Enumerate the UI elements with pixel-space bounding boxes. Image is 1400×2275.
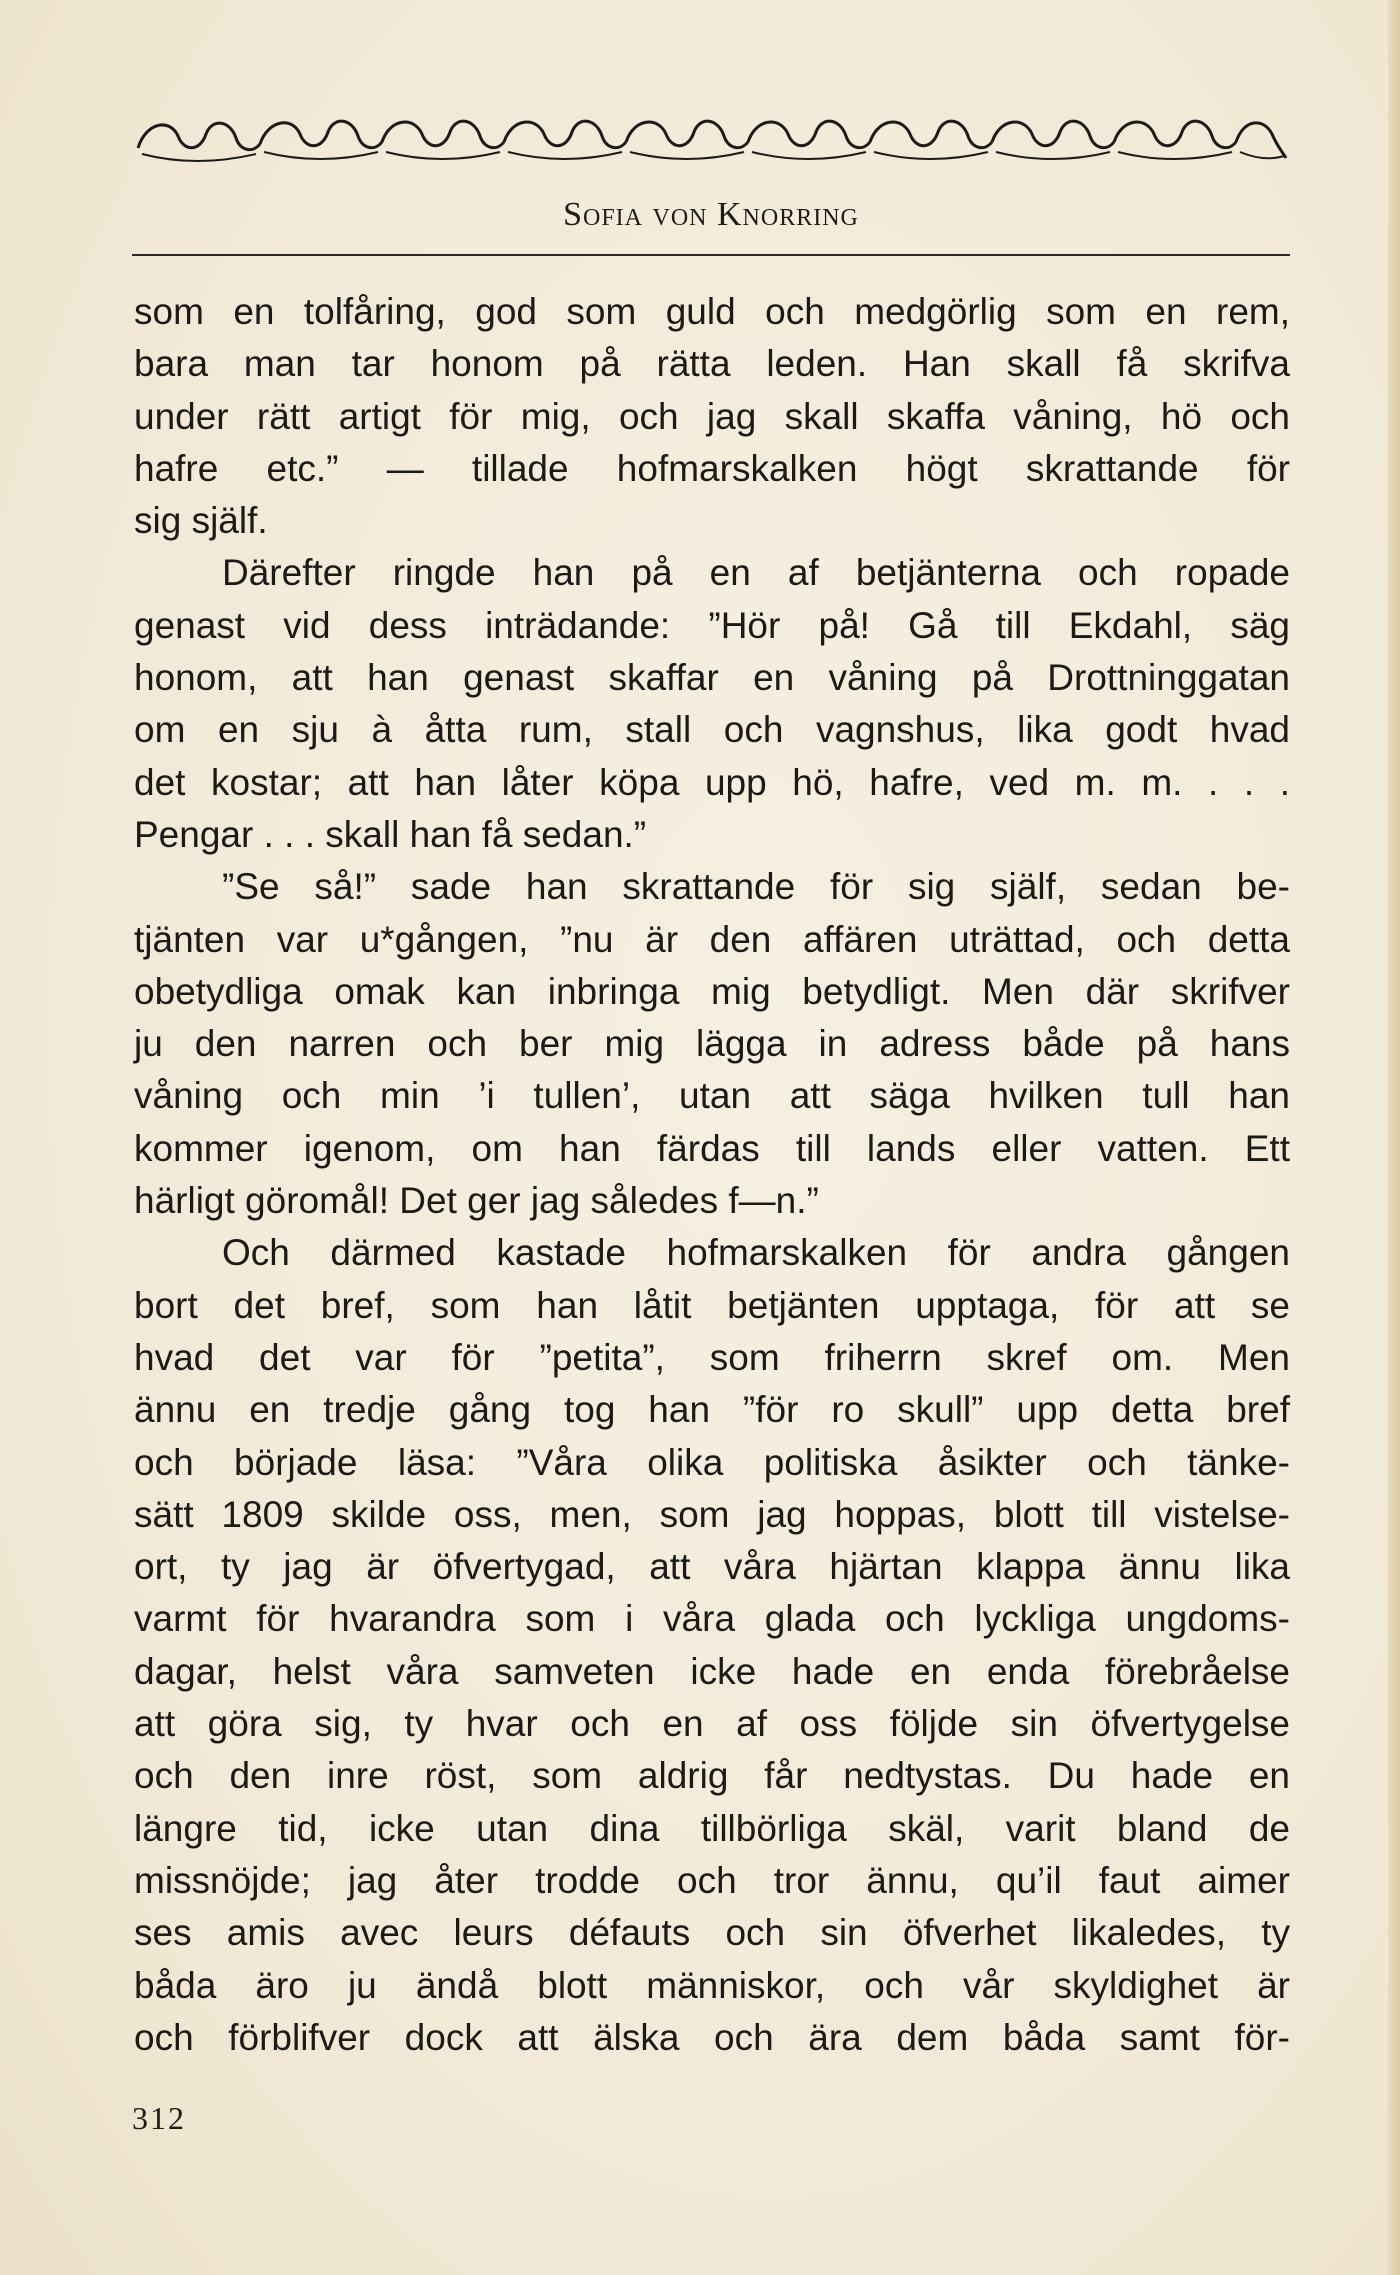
text-line: härligt göromål! Det ger jag således f—n.” <box>134 1180 819 1222</box>
page-edge <box>1388 0 1400 2275</box>
text-line: missnöjde; jag åter trodde och tror ännu, qu’il faut aimer <box>134 1859 1290 1901</box>
text-line: att göra sig, ty hvar och en af oss följde sin öfvertygelse <box>134 1703 1290 1745</box>
text-line: under rätt artigt för mig, och jag skall skaffa våning, hö och <box>134 395 1290 437</box>
body-text <box>134 286 1290 2064</box>
text-line: ännu en tredje gång tog han ”för ro skull” upp detta bref <box>134 1389 1290 1431</box>
text-line: obetydliga omak kan inbringa mig betydligt. Men där skrifver <box>134 970 1290 1012</box>
header-rule <box>132 254 1290 256</box>
text-line: sätt 1809 skilde oss, men, som jag hoppas, blott till vistelse- <box>134 1493 1290 1535</box>
text-line: dagar, helst våra samveten icke hade en enda förebråelse <box>134 1650 1290 1692</box>
text-line: ”Se så!” sade han skrattande för sig själf, sedan be- <box>222 866 1290 908</box>
text-line: varmt för hvarandra som i våra glada och lyckliga ungdoms- <box>134 1598 1290 1640</box>
text-line: ju den narren och ber mig lägga in adress både på hans <box>134 1023 1290 1065</box>
page-number: 312 <box>132 2100 186 2136</box>
text-line: längre tid, icke utan dina tillbörliga skäl, varit bland de <box>134 1807 1290 1849</box>
text-line: och förblifver dock att älska och ära dem båda samt för- <box>134 2016 1290 2058</box>
text-line: ort, ty jag är öfvertygad, att våra hjärtan klappa ännu lika <box>134 1546 1290 1588</box>
text-line: våning och min ’i tullen’, utan att säga hvilken tull han <box>134 1075 1290 1117</box>
text-line: och den inre röst, som aldrig får nedtystas. Du hade en <box>134 1755 1290 1797</box>
text-line: sig själf. <box>134 500 268 542</box>
text-line: Pengar . . . skall han få sedan.” <box>134 813 647 855</box>
text-line: hafre etc.” — tillade hofmarskalken högt skrattande för <box>134 447 1290 489</box>
text-line: och började läsa: ”Våra olika politiska åsikter och tänke- <box>134 1441 1290 1483</box>
text-line: båda äro ju ändå blott människor, och vår skyldighet är <box>134 1964 1290 2006</box>
text-line: kommer igenom, om han färdas till lands eller vatten. Ett <box>134 1127 1290 1169</box>
running-header-title: Sofia von Knorring <box>563 196 859 233</box>
text-line: honom, att han genast skaffar en våning på Drottninggatan <box>134 657 1290 699</box>
text-line: bort det bref, som han låtit betjänten upptaga, för att se <box>134 1284 1290 1326</box>
text-line: ses amis avec leurs défauts och sin öfverhet likaledes, ty <box>134 1912 1290 1954</box>
text-line: bara man tar honom på rätta leden. Han skall få skrifva <box>134 343 1290 385</box>
decorative-header-ornament <box>132 108 1290 170</box>
text-line: genast vid dess inträdande: ”Hör på! Gå till Ekdahl, säg <box>134 604 1290 646</box>
text-line: som en tolfåring, god som guld och medgörlig som en rem, <box>134 291 1290 332</box>
text-line: om en sju à åtta rum, stall och vagnshus, lika godt hvad <box>134 709 1290 751</box>
text-line: Och därmed kastade hofmarskalken för andra gången <box>222 1232 1290 1274</box>
text-line: tjänten var u*gången, ”nu är den affären uträttad, och detta <box>134 918 1290 960</box>
text-line: Därefter ringde han på en af betjänterna och ropade <box>222 552 1290 594</box>
text-line: hvad det var för ”petita”, som friherrn skref om. Men <box>134 1336 1290 1378</box>
text-line: det kostar; att han låter köpa upp hö, hafre, ved m. m. . . . <box>134 761 1290 803</box>
